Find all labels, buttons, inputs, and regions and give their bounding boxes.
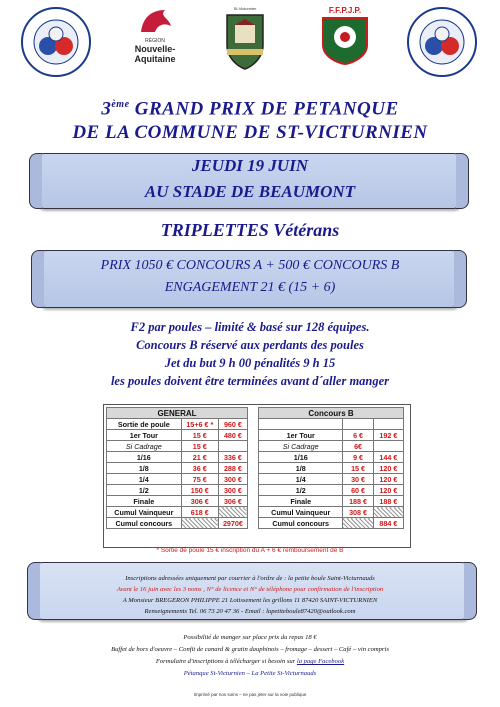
table-row: [259, 430, 404, 441]
per-team-amount: 6€: [343, 441, 373, 452]
entry-fee-line: ENGAGEMENT 21 € (15 + 6): [164, 280, 336, 295]
inscription-line-2: Avant le 16 juin avec les 3 noms , N° de licence et N° de téléphone pour confirmation de l'inscription: [116, 586, 384, 593]
round-total: [218, 441, 247, 452]
table-row: [259, 474, 404, 485]
round-total: 120 €: [373, 463, 403, 474]
table-row: [259, 496, 404, 507]
round-total: 120 €: [373, 485, 403, 496]
round-label: Cumul concours: [259, 518, 343, 529]
title-line-2: DE LA COMMUNE DE ST-VICTURNIEN: [72, 122, 428, 143]
per-team-amount: [343, 518, 373, 529]
round-total: 300 €: [218, 474, 247, 485]
round-label: 1/2: [107, 485, 182, 496]
round-label: Sortie de poule: [107, 419, 182, 430]
region-small-label: RÉGION: [145, 38, 165, 44]
round-label: Cumul Vainqueur: [259, 507, 343, 518]
table-row: [107, 474, 248, 485]
table-row: [107, 485, 248, 496]
table-row: [107, 518, 248, 529]
table-row: [259, 485, 404, 496]
per-team-amount: 15+6 € *: [181, 419, 218, 430]
per-team-amount: 188 €: [343, 496, 373, 507]
round-label: [259, 419, 343, 430]
per-team-amount: 15 €: [181, 430, 218, 441]
table-row: [107, 463, 248, 474]
per-team-amount: 60 €: [343, 485, 373, 496]
per-team-amount: 30 €: [343, 474, 373, 485]
event-venue: AU STADE DE BEAUMONT: [144, 182, 356, 201]
table-row: [259, 452, 404, 463]
region-name-1: Nouvelle-: [134, 44, 176, 54]
round-total: [373, 419, 403, 430]
round-total: 336 €: [218, 452, 247, 463]
general-header: GENERAL: [107, 408, 248, 419]
ffpjp-ring-logo-right: [406, 6, 478, 78]
ffpjp-haute-vienne-logo: [318, 6, 372, 52]
round-label: 1er Tour: [259, 430, 343, 441]
rule-line-4: les poules doivent être terminées avant d´aller manger: [110, 374, 390, 388]
round-label: Finale: [107, 496, 182, 507]
rule-line-3: Jet du but 9 h 00 pénalités 9 h 15: [164, 356, 336, 370]
per-team-amount: 618 €: [181, 507, 218, 518]
per-team-amount: [343, 419, 373, 430]
round-total: 306 €: [218, 496, 247, 507]
title-text-1: GRAND PRIX DE PETANQUE: [129, 98, 399, 120]
round-label: Finale: [259, 496, 343, 507]
table-row: [107, 496, 248, 507]
table-row: [259, 419, 404, 430]
meal-info: Possibilité de manger sur place prix du repas 18 €: [183, 634, 317, 641]
round-total: 884 €: [373, 518, 403, 529]
round-label: 1/8: [259, 463, 343, 474]
round-total: [373, 441, 403, 452]
round-total: 120 €: [373, 474, 403, 485]
per-team-amount: 9 €: [343, 452, 373, 463]
round-total: 300 €: [218, 485, 247, 496]
round-total: 480 €: [218, 430, 247, 441]
table-footnote: * Sortie de poule 15 € inscription du A + 6 € remboursement de B: [156, 547, 344, 554]
category-title: TRIPLETTES Vétérans: [160, 220, 340, 240]
ffpjp-label: F.F.P.J.P.: [328, 6, 362, 15]
per-team-amount: [181, 518, 218, 529]
table-row: [107, 452, 248, 463]
round-label: Cumul concours: [107, 518, 182, 529]
table-row: [107, 441, 248, 452]
round-label: Si Cadrage: [107, 441, 182, 452]
per-team-amount: 150 €: [181, 485, 218, 496]
commune-crest-label: St-Victurnien: [233, 6, 257, 11]
lion-icon: [135, 6, 175, 34]
round-label: 1/2: [259, 485, 343, 496]
round-total: [218, 507, 247, 518]
rule-line-1: F2 par poules – limité & basé sur 128 équipes.: [130, 320, 370, 334]
inscription-line-1: Inscriptions adressées uniquement par courrier à l'ordre de : la petite boule Saint-Victurnauds: [125, 575, 375, 582]
rule-line-2: Concours B réservé aux perdants des poules: [136, 338, 364, 352]
round-label: 1er Tour: [107, 430, 182, 441]
form-download-text: Formulaire d'inscriptions à télécharger si besoin sur: [155, 658, 297, 665]
commune-crest-logo: [222, 6, 268, 75]
logo-bar: [0, 6, 500, 82]
round-total: 288 €: [218, 463, 247, 474]
per-team-amount: 75 €: [181, 474, 218, 485]
table-row: [107, 419, 248, 430]
round-total: [373, 507, 403, 518]
per-team-amount: 6 €: [343, 430, 373, 441]
round-label: 1/16: [259, 452, 343, 463]
title-line-1: [0, 94, 500, 120]
general-prize-table: [106, 407, 248, 529]
round-label: 1/4: [107, 474, 182, 485]
ffpjp-ring-logo-left: [20, 6, 92, 78]
round-total: 144 €: [373, 452, 403, 463]
title-ordinal: 3: [101, 98, 112, 120]
form-download-line: [0, 658, 500, 665]
round-label: 1/4: [259, 474, 343, 485]
inscription-line-4: Renseignements Tel. 06 73 20 47 36 - Email : lapetiteboule87420@outlook.com: [144, 608, 356, 615]
facebook-page-name: Pétanque St-Victurnien – La Petite St-Victurnauds: [183, 670, 317, 677]
event-date: JEUDI 19 JUIN: [191, 156, 309, 175]
nouvelle-aquitaine-logo: [122, 6, 188, 64]
print-notice: Imprimé par nos soins – ne pas jeter sur la voie publique: [193, 692, 307, 697]
crest-icon: [223, 11, 267, 71]
per-team-amount: 36 €: [181, 463, 218, 474]
round-total: 960 €: [218, 419, 247, 430]
round-label: 1/8: [107, 463, 182, 474]
per-team-amount: 308 €: [343, 507, 373, 518]
per-team-amount: 15 €: [181, 441, 218, 452]
per-team-amount: 306 €: [181, 496, 218, 507]
prize-line: PRIX 1050 € CONCOURS A + 500 € CONCOURS B: [100, 258, 400, 273]
round-label: 1/16: [107, 452, 182, 463]
table-row: [259, 518, 404, 529]
round-label: Si Cadrage: [259, 441, 343, 452]
table-row: [107, 507, 248, 518]
b-header: Concours B: [259, 408, 404, 419]
per-team-amount: 21 €: [181, 452, 218, 463]
table-row: [107, 430, 248, 441]
inscription-line-3: A Monsieur BREGERON PHILIPPE 21 Lotissement les grillons 11 87420 SAINT-VICTURNIEN: [122, 597, 378, 604]
ffpjp-shield-icon: [320, 15, 370, 65]
per-team-amount: 15 €: [343, 463, 373, 474]
table-row: [259, 463, 404, 474]
region-name-2: Aquitaine: [134, 54, 176, 64]
facebook-link[interactable]: la page Facebook: [296, 658, 345, 665]
b-prize-table: [258, 407, 404, 529]
round-total: 192 €: [373, 430, 403, 441]
ffpjp-sub-label: HAUTE-VIENNE: [330, 47, 360, 52]
round-total: 2970€: [218, 518, 247, 529]
table-row: [259, 441, 404, 452]
menu-info: Buffet de hors d'oeuvre – Confit de canard & gratin dauphinois – fromage – dessert – Café – vin compris: [111, 646, 389, 653]
round-total: 188 €: [373, 496, 403, 507]
round-label: Cumul Vainqueur: [107, 507, 182, 518]
table-row: [259, 507, 404, 518]
title-ordinal-sup: ème: [111, 99, 130, 110]
